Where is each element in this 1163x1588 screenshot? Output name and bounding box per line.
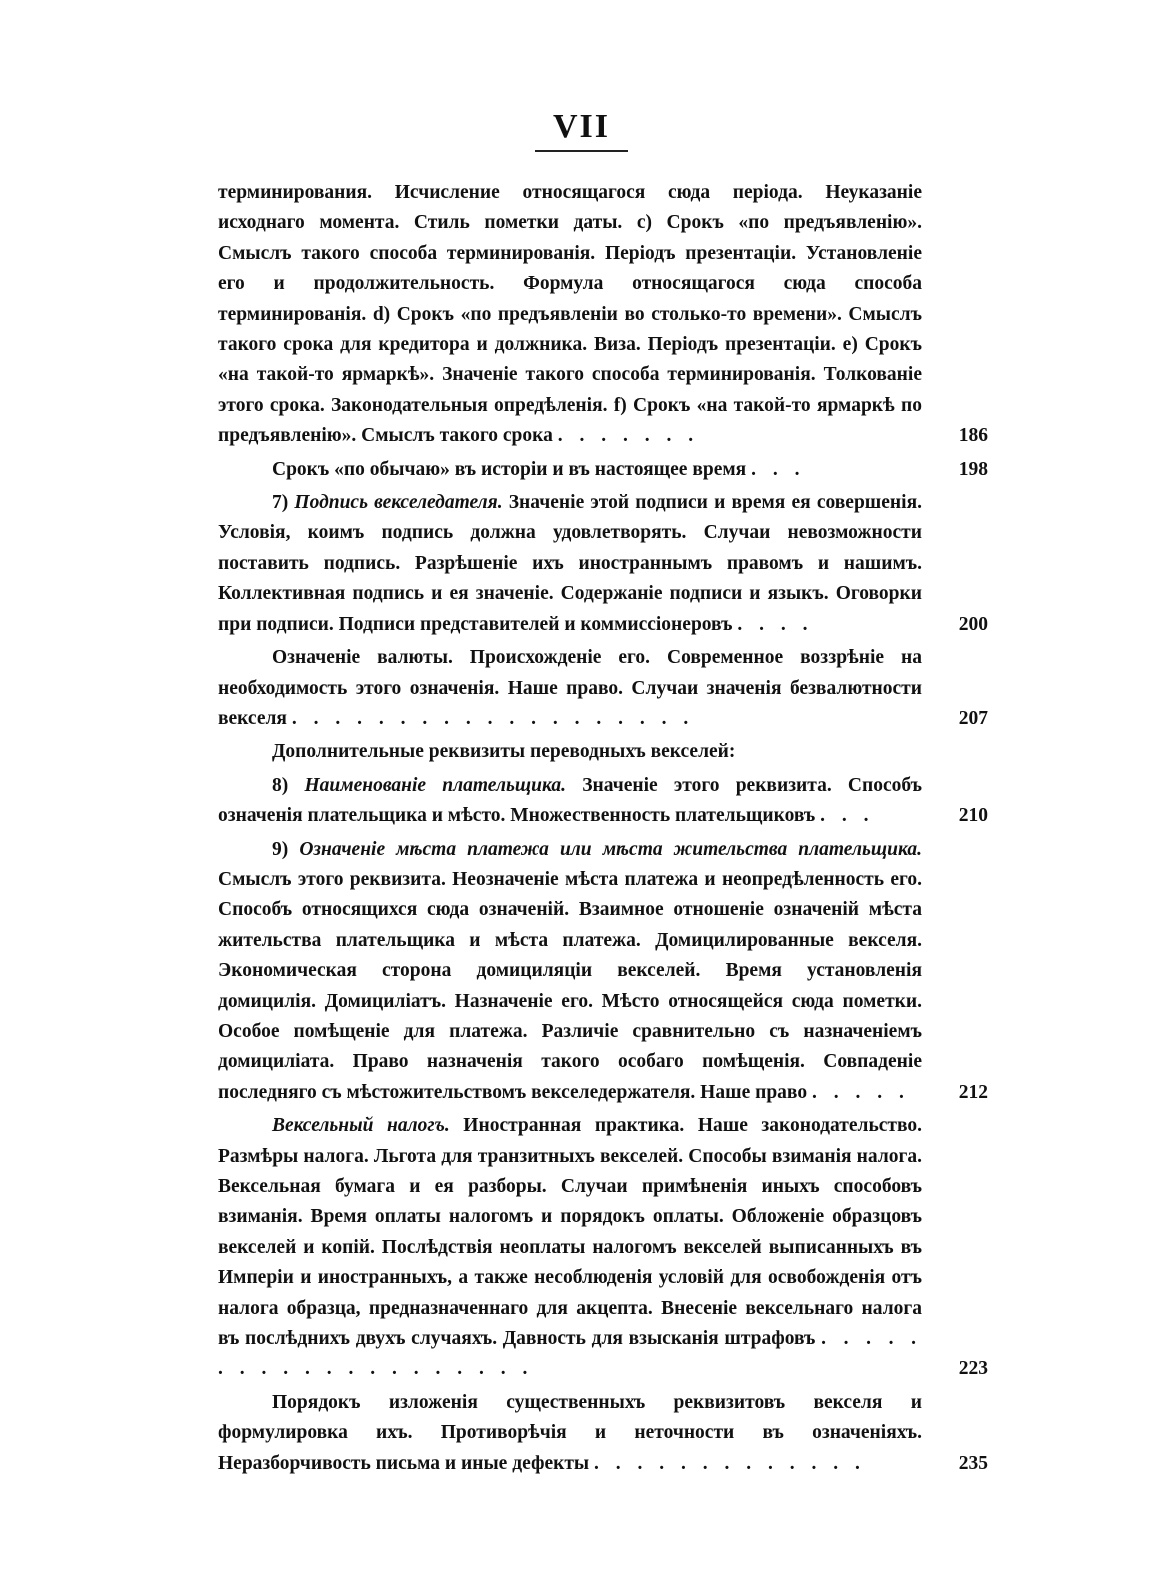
- dot-leader: . . . . . . . . . . . . .: [594, 1452, 866, 1474]
- toc-entry: [218, 1388, 988, 1479]
- entry-title: Наименованіе плательщика.: [304, 774, 566, 796]
- entry-page-number: 210: [958, 805, 988, 827]
- entry-text: Срокъ «по обычаю» въ исторіи и въ настоящее время: [272, 458, 747, 480]
- entry-number: 9): [272, 838, 289, 860]
- dot-leader: . . . . .: [811, 1081, 910, 1103]
- entry-page-number: 235: [958, 1452, 988, 1474]
- toc-entry: [218, 771, 988, 832]
- entry-number: 8): [272, 774, 289, 796]
- entry-title: Подпись векселедателя.: [294, 492, 503, 514]
- entry-text: Означеніе валюты. Происхожденіе его. Современное воззрѣніе на необходимость этого означенія. Наше право. Случаи значенія безвалютности векселя: [218, 647, 922, 729]
- entry-number: 7): [272, 492, 289, 514]
- page-number: VII: [535, 108, 628, 152]
- dot-leader: . . . . . . . . . . . . . . . . . . .: [291, 707, 695, 729]
- toc-entry: [218, 643, 988, 734]
- dot-leader: . . . .: [737, 613, 814, 635]
- entry-text: терминирования. Исчисление относящагося сюда періода. Неуказаніе исходнаго момента. Стиль пометки даты. с) Срокъ «по предъявленію». Смыслъ такого способа терминированія. Періодъ презентаціи. Установленіе его и продолжительность. Формула относящагося сюда способа терминированія. d) Срокъ «по предъявленіи во столько-то времени». Смыслъ такого срока для кредитора и должника. Виза. Періодъ презентаціи. е) Срокъ «на такой-то ярмаркѣ». Значеніе такого способа терминированія. Толкованіе этого срока. Законодательныя опредѣленія. f) Срокъ «на такой-то ярмаркѣ по предъявленію». Смыслъ такого срока: [218, 182, 922, 447]
- entry-text: Смыслъ этого реквизита. Неозначеніе мѣста платежа и неопредѣленность его. Способъ относящихся сюда означеній. Взаимное отношеніе означеній мѣста жительства плательщика и мѣста платежа. Домицилированные векселя. Экономическая сторона домициляціи векселей. Время установленія домицилія. Домициліатъ. Назначеніе его. Мѣсто относящейся сюда пометки. Особое помѣщеніе для платежа. Различіе сравнительно съ назначеніемъ домициліата. Право назначенія такого особаго помѣщенія. Совпаденіе последняго съ мѣстожительствомъ векселедержателя. Наше право: [218, 868, 922, 1103]
- entry-title: Вексельный налогъ.: [272, 1115, 450, 1137]
- entry-page-number: 223: [958, 1358, 988, 1380]
- entry-text: Порядокъ изложенія существенныхъ реквизитовъ векселя и формулировка ихъ. Противорѣчія и неточности въ означеніяхъ. Неразборчивость письма и иные дефекты: [218, 1391, 922, 1474]
- entry-title: Означеніе мѣста платежа или мѣста жительства плательщика.: [299, 838, 923, 860]
- dot-leader: . . .: [751, 458, 806, 480]
- entry-text: Значеніе этого реквизита. Способъ означенія плательщика и мѣсто. Множественность плательщиковъ: [218, 774, 923, 827]
- entry-page-number: 212: [958, 1081, 988, 1103]
- section-heading: Дополнительные реквизиты переводныхъ векселей:: [272, 741, 736, 763]
- toc-entry: [218, 178, 988, 452]
- page-header: [0, 108, 1163, 152]
- toc-entry: [218, 835, 988, 1109]
- toc-entry: [218, 1111, 988, 1385]
- table-of-contents: [218, 178, 988, 1482]
- entry-page-number: 200: [958, 613, 988, 635]
- entry-text: Иностранная практика. Наше законодательство. Размѣры налога. Льгота для транзитныхъ векселей. Способы взиманія налога. Вексельная бумага и ея разборы. Случаи примѣненія иныхъ способовъ взиманія. Время оплаты налогомъ и порядокъ оплаты. Обложеніе образцовъ векселей и копій. Послѣдствія неоплаты налогомъ векселей выписанныхъ въ Имперіи и иностранныхъ, а также несоблюденія условій для освобожденія отъ налога образца, предназначеннаго для акцепта. Внесеніе вексельнаго налога въ послѣднихъ двухъ случаяхъ. Давность для взысканія штрафовъ: [218, 1115, 923, 1350]
- dot-leader: . . . . . . . . . . . . . . . . . . . .: [218, 1328, 923, 1380]
- toc-entry: [218, 488, 988, 640]
- entry-page-number: 207: [958, 707, 988, 729]
- toc-entry: [218, 455, 988, 485]
- dot-leader: . . . . . . .: [557, 425, 700, 447]
- entry-text: Значеніе этой подписи и время ея совершенія. Условія, коимъ подпись должна удовлетворять. Случаи невозможности поставить подпись. Разрѣшеніе ихъ иностраннымъ правомъ и нашимъ. Коллективная подпись и ея значеніе. Содержаніе подписи и языкъ. Оговорки при подписи. Подписи представителей и коммиссіонеровъ: [218, 492, 922, 635]
- dot-leader: . . .: [820, 805, 875, 827]
- entry-page-number: 186: [958, 425, 988, 447]
- entry-page-number: 198: [958, 458, 988, 480]
